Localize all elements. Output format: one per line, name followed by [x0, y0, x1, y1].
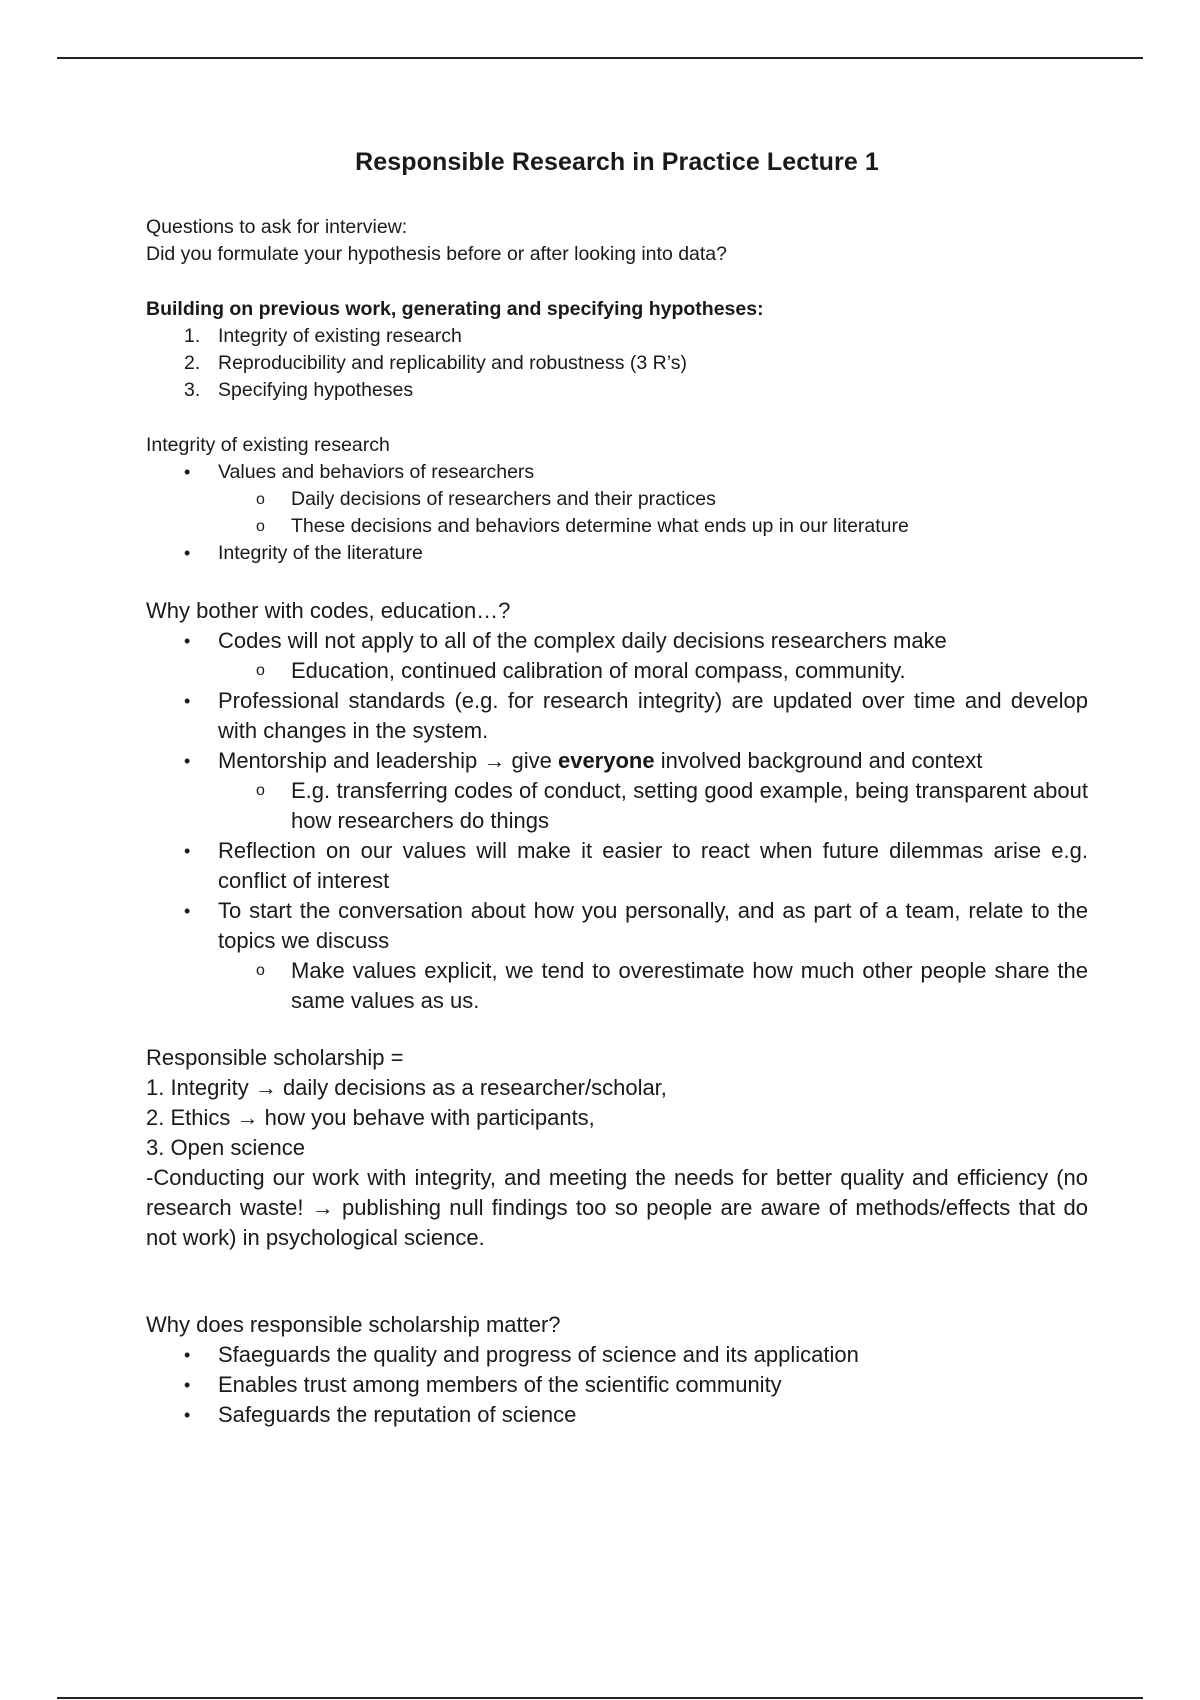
sub-list-item	[146, 513, 1088, 540]
scholarship-heading: Responsible scholarship =	[146, 1045, 404, 1070]
bullet-icon: •	[184, 751, 191, 771]
sub-list-item	[146, 956, 1088, 1016]
list-item-text: Reflection on our values will make it easier to react when future dilemmas arise e.g. conflict of interest	[218, 838, 1088, 893]
intro-section	[146, 214, 1088, 268]
list-number: 2.	[184, 352, 201, 374]
list-item	[146, 896, 1088, 956]
circle-bullet-icon: o	[256, 491, 265, 508]
intro-line-1: Questions to ask for interview:	[146, 216, 408, 238]
list-item	[146, 377, 1088, 404]
sub-list-item	[146, 776, 1088, 836]
list-item	[146, 626, 1088, 656]
bullet-icon: •	[184, 1345, 191, 1365]
list-item-text: Codes will not apply to all of the complex daily decisions researchers make	[218, 628, 947, 653]
list-item-text: Safeguards the reputation of science	[218, 1402, 577, 1427]
bullet-icon: •	[184, 841, 191, 861]
bullet-icon: •	[184, 462, 191, 482]
list-item	[146, 686, 1088, 746]
list-item-text-post: involved background and context	[654, 748, 983, 773]
list-item-text: To start the conversation about how you personally, and as part of a team, relate to the topics we discuss	[218, 898, 1088, 953]
circle-bullet-icon: o	[256, 662, 265, 679]
why-codes-heading: Why bother with codes, education…?	[146, 598, 511, 623]
list-item	[146, 1400, 1088, 1430]
list-item-text: Sfaeguards the quality and progress of science and its application	[218, 1342, 859, 1367]
emphasis-text: everyone	[557, 748, 655, 773]
building-section	[146, 296, 1088, 404]
building-list	[146, 323, 1088, 404]
list-item-text: Education, continued calibration of moral compass, community.	[291, 658, 906, 683]
integrity-list	[146, 459, 1088, 567]
list-item	[146, 836, 1088, 896]
building-heading: Building on previous work, generating and specifying hypotheses:	[146, 298, 764, 320]
bullet-icon: •	[184, 543, 191, 563]
list-item-text: Professional standards (e.g. for research integrity) are updated over time and develop with changes in the system.	[218, 688, 1088, 743]
sub-list-item	[146, 656, 1088, 686]
list-item-text: These decisions and behaviors determine what ends up in our literature	[291, 515, 909, 537]
sub-list-item	[146, 486, 1088, 513]
list-item	[146, 459, 1088, 486]
bullet-icon: •	[184, 691, 191, 711]
list-item-text: Make values explicit, we tend to overestimate how much other people share the same values as us.	[291, 958, 1088, 1013]
list-item-text: Reproducibility and replicability and robustness (3 R’s)	[218, 352, 687, 374]
why-codes-list	[146, 626, 1088, 1016]
scholarship-line-2: 2. Ethics → how you behave with participants,	[146, 1105, 595, 1130]
list-number: 1.	[184, 325, 201, 347]
bullet-icon: •	[184, 631, 191, 651]
bullet-icon: •	[184, 901, 191, 921]
bullet-icon: •	[184, 1405, 191, 1425]
circle-bullet-icon: o	[256, 962, 265, 979]
intro-line-2: Did you formulate your hypothesis before or after looking into data?	[146, 243, 728, 265]
scholarship-section	[146, 1043, 1088, 1253]
circle-bullet-icon: o	[256, 782, 265, 799]
why-matters-heading: Why does responsible scholarship matter?	[146, 1312, 561, 1337]
circle-bullet-icon: o	[256, 518, 265, 535]
list-item	[146, 1340, 1088, 1370]
list-item	[146, 1370, 1088, 1400]
list-item-text: Enables trust among members of the scientific community	[218, 1372, 782, 1397]
list-item	[146, 746, 1088, 776]
list-item-text: Specifying hypotheses	[218, 379, 414, 401]
list-item	[146, 323, 1088, 350]
list-item-text: Integrity of existing research	[218, 325, 462, 347]
scholarship-line-3: 3. Open science	[146, 1135, 305, 1160]
top-rule	[57, 57, 1143, 59]
list-item-text: Values and behaviors of researchers	[218, 461, 535, 483]
list-item	[146, 350, 1088, 377]
list-item	[146, 540, 1088, 567]
why-codes-section	[146, 596, 1088, 1016]
bullet-icon: •	[184, 1375, 191, 1395]
list-item-text: E.g. transferring codes of conduct, setting good example, being transparent about how researchers do things	[291, 778, 1088, 833]
why-matters-list	[146, 1340, 1088, 1430]
integrity-heading: Integrity of existing research	[146, 434, 390, 456]
list-item-text: Integrity of the literature	[218, 542, 423, 564]
why-matters-section	[146, 1310, 1088, 1430]
bottom-rule	[57, 1697, 1143, 1699]
scholarship-paragraph: -Conducting our work with integrity, and meeting the needs for better quality and efficiency (no research waste! → publishing null findings too so people are aware of methods/effects that do not work) in psychological science.	[146, 1165, 1088, 1250]
scholarship-line-1: 1. Integrity → daily decisions as a researcher/scholar,	[146, 1075, 667, 1100]
page-title: Responsible Research in Practice Lecture 1	[355, 148, 879, 176]
list-number: 3.	[184, 379, 201, 401]
integrity-section	[146, 432, 1088, 567]
list-item-text: Daily decisions of researchers and their practices	[291, 488, 716, 510]
list-item-text-pre: Mentorship and leadership → give	[218, 748, 558, 773]
